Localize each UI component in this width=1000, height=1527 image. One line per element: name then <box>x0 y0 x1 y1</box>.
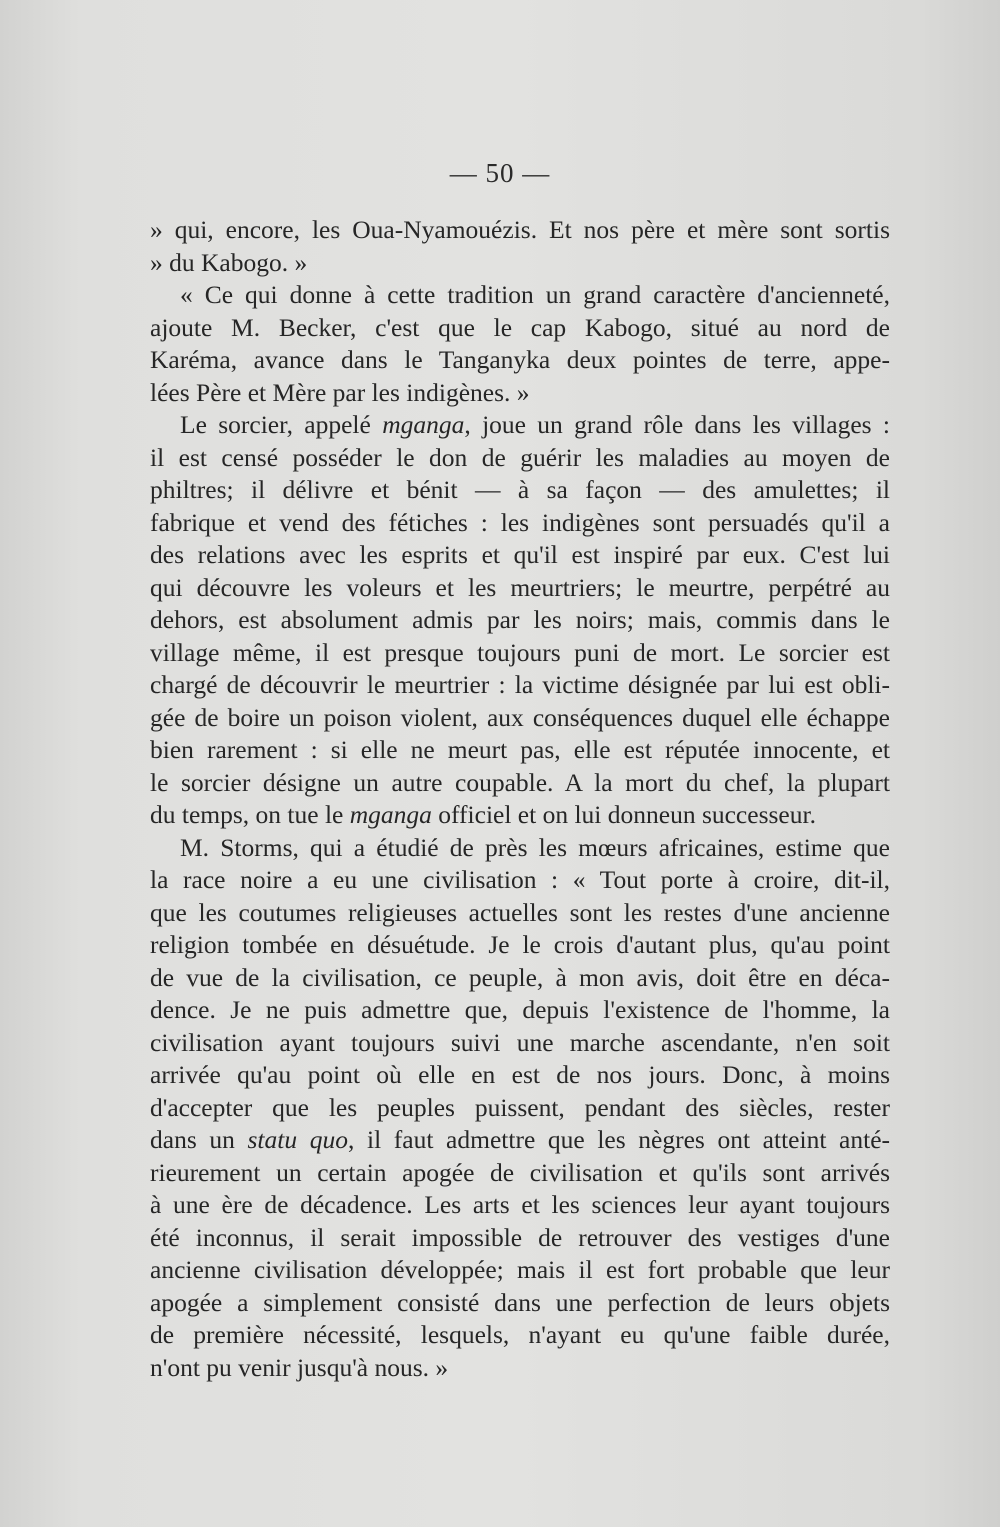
text-line: fabrique et vend des fétiches : les indigènes sont persuadés qu'il a <box>150 507 890 537</box>
text-line: M. Storms, qui a étudié de près les mœurs africaines, estime que <box>180 832 890 862</box>
text-line: » du Kabogo. » <box>150 247 308 277</box>
text-line: été inconnus, il serait impossible de retrouver des vestiges d'une <box>150 1222 890 1252</box>
body-text <box>150 214 890 1384</box>
text-line: dence. Je ne puis admettre que, depuis l'existence de l'homme, la <box>150 995 890 1024</box>
text-line: lées Père et Mère par les indigènes. » <box>150 377 530 407</box>
text-line: religion tombée en désuétude. Je le crois d'autant plus, qu'au point <box>150 930 890 959</box>
text-line: Le sorcier, appelé mganga, joue un grand rôle dans les villages : <box>180 410 891 439</box>
text-line: bien rarement : si elle ne meurt pas, elle est réputée innocente, et <box>150 735 890 764</box>
text-line: apogée a simplement consisté dans une perfection de leurs objets <box>150 1287 890 1317</box>
text-line: le sorcier désigne un autre coupable. A la mort du chef, la plupart <box>150 767 890 797</box>
page-number: — 50 — <box>449 158 551 188</box>
text-line: » qui, encore, les Oua-Nyamouézis. Et nos père et mère sont sortis <box>150 215 890 244</box>
text-line: qui découvre les voleurs et les meurtriers; le meurtre, perpétré au <box>150 572 890 602</box>
text-line: il est censé posséder le don de guérir les maladies au moyen de <box>150 442 890 472</box>
text-line: « Ce qui donne à cette tradition un grand caractère d'ancienneté, <box>180 280 890 309</box>
text-line: la race noire a eu une civilisation : « Tout porte à croire, dit-il, <box>150 865 890 894</box>
text-line: rieurement un certain apogée de civilisation et qu'ils sont arrivés <box>150 1157 890 1187</box>
text-line: philtres; il délivre et bénit — à sa façon — des amulettes; il <box>150 475 890 504</box>
text-line: des relations avec les esprits et qu'il est inspiré par eux. C'est lui <box>150 540 890 569</box>
text-line: gée de boire un poison violent, aux conséquences duquel elle échappe <box>150 702 890 732</box>
text-line: dehors, est absolument admis par les noirs; mais, commis dans le <box>150 605 890 634</box>
text-line: à une ère de décadence. Les arts et les sciences leur ayant toujours <box>150 1190 890 1219</box>
text-line: que les coutumes religieuses actuelles sont les restes d'une ancienne <box>150 897 890 927</box>
text-line: village même, il est presque toujours puni de mort. Le sorcier est <box>150 637 890 667</box>
text-line: n'ont pu venir jusqu'à nous. » <box>150 1352 449 1382</box>
text-line: chargé de découvrir le meurtrier : la victime désignée par lui est obli- <box>150 670 890 699</box>
text-line: arrivée qu'au point où elle en est de nos jours. Donc, à moins <box>150 1060 890 1089</box>
text-line: ajoute M. Becker, c'est que le cap Kabogo, situé au nord de <box>150 312 890 342</box>
text-line: du temps, on tue le mganga officiel et on lui donneun successeur. <box>150 800 816 829</box>
text-line: dans un statu quo, il faut admettre que les nègres ont atteint anté- <box>150 1125 891 1154</box>
text-line: Karéma, avance dans le Tanganyka deux pointes de terre, appe- <box>150 345 890 374</box>
text-line: de vue de la civilisation, ce peuple, à mon avis, doit être en déca- <box>150 962 890 992</box>
text-line: de première nécessité, lesquels, n'ayant eu qu'une faible durée, <box>150 1320 890 1349</box>
text-line: ancienne civilisation développée; mais il est fort probable que leur <box>150 1255 890 1284</box>
text-line: d'accepter que les peuples puissent, pendant des siècles, rester <box>150 1092 890 1122</box>
text-line: civilisation ayant toujours suivi une marche ascendante, n'en soit <box>150 1027 890 1057</box>
